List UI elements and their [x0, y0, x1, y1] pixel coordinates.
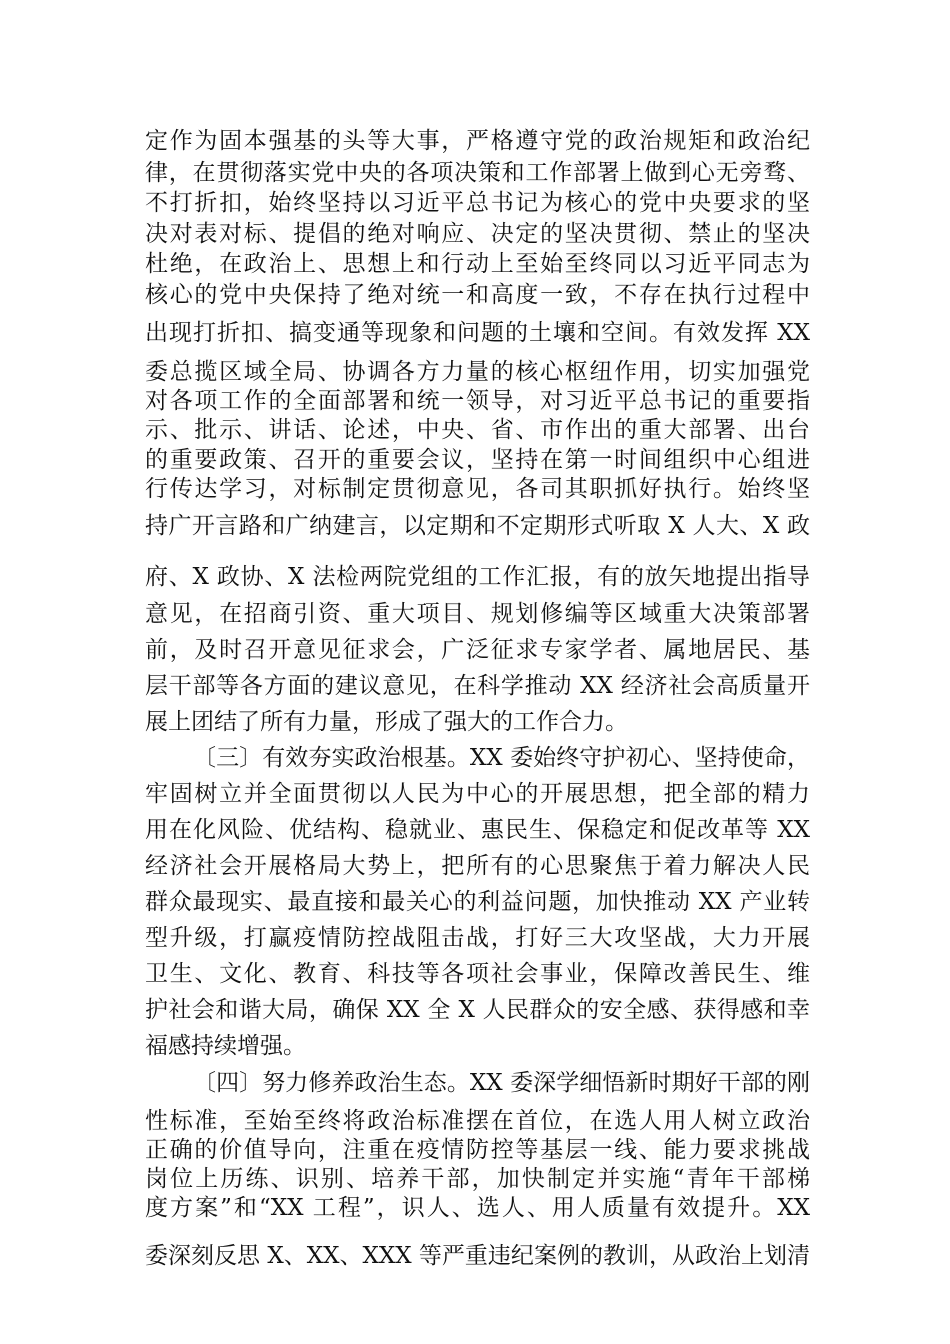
text-line: 展上团结了所有力量，形成了强大的工作合力。 [145, 709, 628, 735]
text-line: 持广开言路和广纳建言，以定期和不定期形式听取 X 人大、X 政 [145, 513, 810, 539]
text-line: 度方案”和“XX 工程”，识人、选人、用人质量有效提升。XX [145, 1195, 810, 1221]
text-line: 卫生、文化、教育、科技等各项社会事业，保障改善民生、维 [145, 961, 810, 987]
text-line: 核心的党中央保持了绝对统一和高度一致，不存在执行过程中 [145, 282, 810, 308]
text-line: 律，在贯彻落实党中央的各项决策和工作部署上做到心无旁骛、 [145, 160, 810, 186]
text-line: 经济社会开展格局大势上，把所有的心思聚焦于着力解决人民 [145, 853, 810, 879]
text-line: 福感持续增强。 [145, 1033, 306, 1059]
paragraph-heading-4: 〔四〕努力修养政治生态。XX 委深学细悟新时期好干部的刚 [193, 1070, 810, 1096]
text-line: 决对表对标、提倡的绝对响应、决定的坚决贯彻、禁止的坚决 [145, 221, 810, 247]
text-line: 府、X 政协、X 法检两院党组的工作汇报，有的放矢地提出指导 [145, 564, 810, 590]
text-line: 牢固树立并全面贯彻以人民为中心的开展思想，把全部的精力 [145, 781, 810, 807]
text-line: 不打折扣，始终坚持以习近平总书记为核心的党中央要求的坚 [145, 190, 810, 216]
text-line: 群众最现实、最直接和最关心的利益问题，加快推动 XX 产业转 [145, 889, 810, 915]
paragraph-heading-3: 〔三〕有效夯实政治根基。XX 委始终守护初心、坚持使命， [193, 745, 810, 771]
text-line: 护社会和谐大局，确保 XX 全 X 人民群众的安全感、获得感和幸 [145, 997, 810, 1023]
text-line: 岗位上历练、识别、培养干部，加快制定并实施“青年干部梯 [145, 1166, 810, 1192]
text-line: 型升级，打赢疫情防控战阻击战，打好三大攻坚战，大力开展 [145, 925, 810, 951]
text-line: 定作为固本强基的头等大事，严格遵守党的政治规矩和政治纪 [145, 128, 810, 154]
text-line: 委深刻反思 X、XX、XXX 等严重违纪案例的教训，从政治上划清 [145, 1243, 810, 1269]
text-line: 出现打折扣、搞变通等现象和问题的土壤和空间。有效发挥 XX [145, 320, 810, 346]
text-line: 杜绝，在政治上、思想上和行动上至始至终同以习近平同志为 [145, 251, 810, 277]
text-line: 对各项工作的全面部署和统一领导，对习近平总书记的重要指 [145, 388, 810, 414]
text-line: 的重要政策、召开的重要会议，坚持在第一时间组织中心组进 [145, 447, 810, 473]
text-line: 意见，在招商引资、重大项目、规划修编等区域重大决策部署 [145, 601, 810, 627]
text-line: 委总揽区域全局、协调各方力量的核心枢纽作用，切实加强党 [145, 359, 810, 385]
text-line: 示、批示、讲话、论述，中央、省、市作出的重大部署、出台 [145, 417, 810, 443]
text-line: 用在化风险、优结构、稳就业、惠民生、保稳定和促改革等 XX [145, 817, 810, 843]
text-line: 层干部等各方面的建议意见，在科学推动 XX 经济社会高质量开 [145, 673, 810, 699]
text-line: 正确的价值导向，注重在疫情防控等基层一线、能力要求挑战 [145, 1137, 810, 1163]
text-line: 性标准，至始至终将政治标准摆在首位，在选人用人树立政治 [145, 1108, 810, 1134]
text-line: 行传达学习，对标制定贯彻意见，各司其职抓好执行。始终坚 [145, 476, 810, 502]
text-line: 前，及时召开意见征求会，广泛征求专家学者、属地居民、基 [145, 637, 810, 663]
